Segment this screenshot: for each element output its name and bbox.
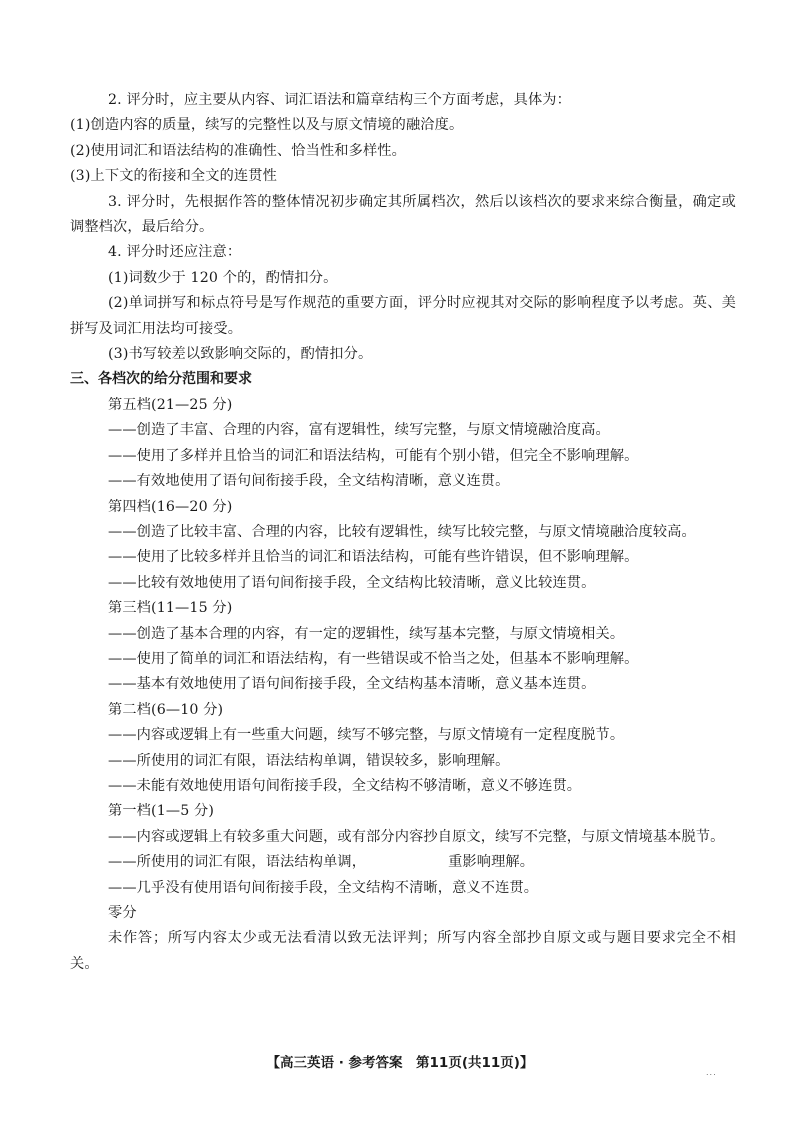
level-3-item: ——使用了简单的词汇和语法结构，有一些错误或不恰当之处，但基本不影响理解。: [108, 650, 639, 667]
rule-4: 4. 评分时还应注意：: [108, 244, 242, 261]
rule-2-item-3: (3)上下文的衔接和全文的连贯性: [70, 168, 277, 185]
level-2-item: ——内容或逻辑上有一些重大问题，续写不够完整，与原文情境有一定程度脱节。: [108, 727, 625, 744]
level-3-item: ——基本有效地使用了语句间衔接手段，全文结构基本清晰，意义基本连贯。: [108, 676, 596, 693]
level-1-item-part-b: 重影响理解。: [448, 854, 535, 871]
level-2-heading: 第二档(6—10 分): [108, 701, 224, 718]
level-3-item: ——创造了基本合理的内容，有一定的逻辑性，续写基本完整，与原文情境相关。: [108, 625, 625, 642]
level-1-item-part-a: ——所使用的词汇有限，语法结构单调，: [108, 854, 367, 871]
level-1-heading: 第一档(1—5 分): [108, 803, 215, 820]
rule-2-item-2: (2)使用词汇和语法结构的准确性、恰当性和多样性。: [70, 142, 406, 159]
section-3-title: 三、各档次的给分范围和要求: [70, 371, 252, 388]
rule-3: 3. 评分时，先根据作答的整体情况初步确定其所属档次，然后以该档次的要求来综合衡量，确定或调整档次，最后给分。: [70, 193, 736, 236]
level-4-item: ——使用了比较多样并且恰当的词汇和语法结构，可能有些许错误，但不影响理解。: [108, 549, 639, 566]
zero-score-desc: 未作答；所写内容太少或无法看清以致无法评判；所写内容全部抄自原文或与题目要求完全不相关。: [70, 930, 736, 972]
rule-2: 2. 评分时，应主要从内容、词汇语法和篇章结构三个方面考虑，具体为：: [108, 92, 571, 108]
level-2-item: ——所使用的词汇有限，语法结构单调，错误较多，影响理解。: [108, 752, 510, 769]
document-body: [70, 88, 736, 977]
level-5-item: ——使用了多样并且恰当的词汇和语法结构，可能有个别小错，但完全不影响理解。: [108, 447, 639, 464]
zero-score-heading: 零分: [108, 905, 137, 921]
level-3-heading: 第三档(11—15 分): [108, 600, 233, 617]
footer-dots: ...: [706, 1068, 717, 1077]
level-4-item: ——创造了比较丰富、合理的内容，比较有逻辑性，续写比较完整，与原文情境融洽度较高。: [108, 523, 696, 540]
page-footer: 【高三英语 · 参考答案 第11页(共11页)】: [266, 1055, 534, 1071]
level-1-item: ——内容或逻辑上有较多重大问题，或有部分内容抄自原文，续写不完整，与原文情境基本脱节。: [108, 828, 725, 845]
level-1-item: [70, 850, 736, 875]
rule-4-item-1: (1)词数少于 120 个的，酌情扣分。: [108, 269, 338, 286]
level-2-item: ——未能有效地使用语句间衔接手段，全文结构不够清晰，意义不够连贯。: [108, 777, 582, 794]
rule-2-item-1: (1)创造内容的质量，续写的完整性以及与原文情境的融洽度。: [70, 117, 464, 134]
level-4-item: ——比较有效地使用了语句间衔接手段，全文结构比较清晰，意义比较连贯。: [108, 574, 596, 591]
level-4-heading: 第四档(16—20 分): [108, 498, 233, 515]
level-5-item: ——有效地使用了语句间衔接手段，全文结构清晰，意义连贯。: [108, 473, 510, 490]
rule-4-item-3: (3)书写较差以致影响交际的，酌情扣分。: [108, 346, 373, 363]
level-5-item: ——创造了丰富、合理的内容，富有逻辑性，续写完整，与原文情境融洽度高。: [108, 422, 610, 439]
level-1-item: ——几乎没有使用语句间衔接手段，全文结构不清晰，意义不连贯。: [108, 879, 539, 896]
rule-4-item-2: (2)单词拼写和标点符号是写作规范的重要方面，评分时应视其对交际的影响程度予以考虑。英、美拼写及词汇用法均可接受。: [70, 295, 736, 337]
level-5-heading: 第五档(21—25 分): [108, 396, 233, 413]
